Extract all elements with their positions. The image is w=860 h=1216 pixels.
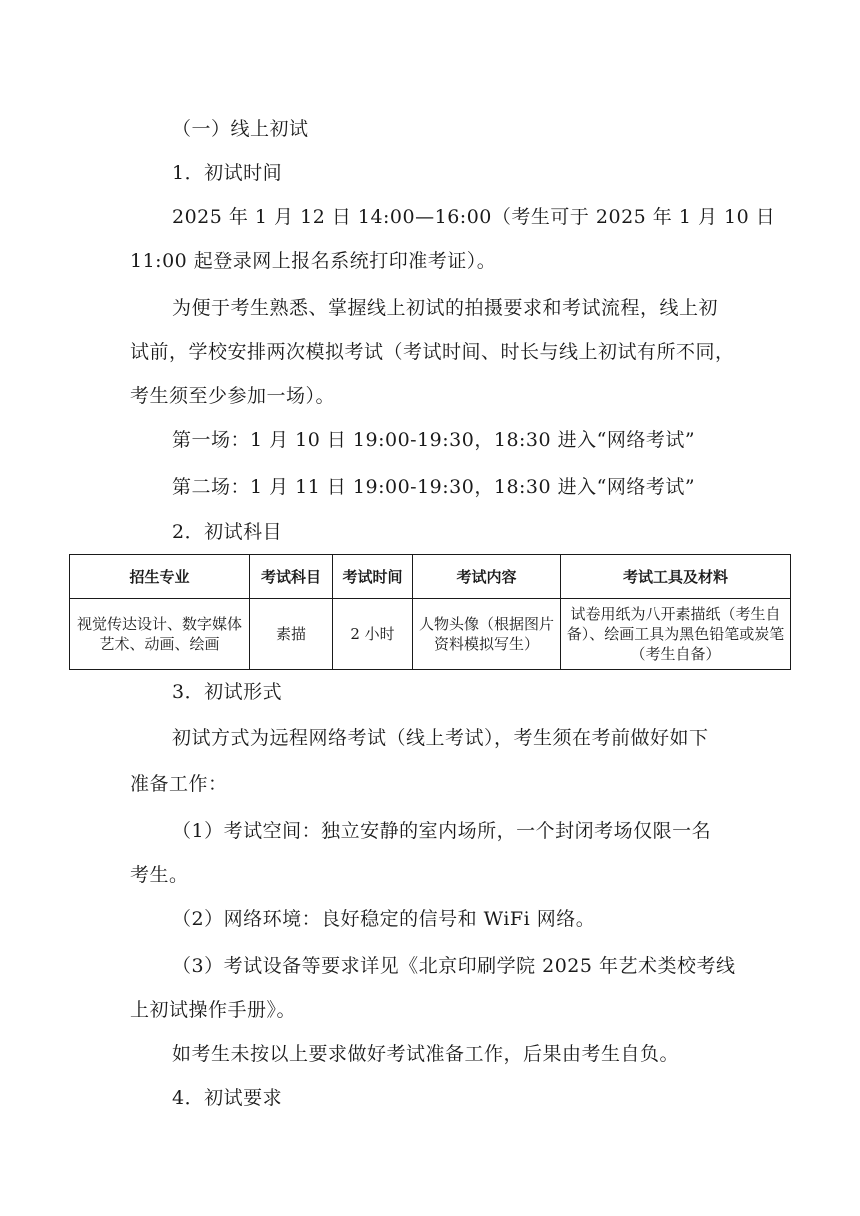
section-title: （一）线上初试: [172, 118, 309, 140]
cell-duration: 2 小时: [333, 599, 413, 670]
heading-exam-requirements: 4．初试要求: [172, 1087, 283, 1109]
column-header-duration: 考试时间: [333, 555, 413, 599]
mock-intro-line-1: 为便于考生熟悉、掌握线上初试的拍摄要求和考试流程，线上初: [172, 297, 719, 319]
mock-exam-2: 第二场：1 月 11 日 19:00-19:30，18:30 进入“网络考试”: [172, 476, 696, 498]
cell-subject: 素描: [250, 599, 333, 670]
heading-exam-time: 1．初试时间: [172, 162, 283, 184]
exam-subject-table: [69, 554, 791, 670]
requirement-device-line-1: （3）考试设备等要求详见《北京印刷学院 2025 年艺术类校考线: [172, 955, 736, 977]
requirement-network: （2）网络环境：良好稳定的信号和 WiFi 网络。: [172, 908, 596, 930]
requirement-space-line-1: （1）考试空间：独立安静的室内场所，一个封闭考场仅限一名: [172, 820, 712, 842]
table-header-row: [70, 555, 791, 599]
format-intro-line-2: 准备工作：: [130, 773, 228, 795]
cell-materials: 试卷用纸为八开素描纸（考生自备）、绘画工具为黑色铅笔或炭笔（考生自备）: [561, 599, 791, 670]
column-header-materials: 考试工具及材料: [561, 555, 791, 599]
format-intro-line-1: 初试方式为远程网络考试（线上考试），考生须在考前做好如下: [172, 727, 709, 749]
heading-exam-format: 3．初试形式: [172, 681, 283, 703]
cell-major: 视觉传达设计、数字媒体艺术、动画、绘画: [70, 599, 250, 670]
exam-time-line-1: 2025 年 1 月 12 日 14:00—16:00（考生可于 2025 年 1 月 10 日: [172, 206, 776, 228]
mock-intro-line-3: 考生须至少参加一场）。: [130, 385, 336, 407]
column-header-subject: 考试科目: [250, 555, 333, 599]
cell-content: 人物头像（根据图片资料模拟写生）: [413, 599, 561, 670]
heading-exam-subject: 2．初试科目: [172, 521, 283, 543]
column-header-major: 招生专业: [70, 555, 250, 599]
column-header-content: 考试内容: [413, 555, 561, 599]
exam-time-line-2: 11:00 起登录网上报名系统打印准考证）。: [130, 250, 497, 272]
responsibility-note: 如考生未按以上要求做好考试准备工作，后果由考生自负。: [172, 1043, 680, 1065]
mock-intro-line-2: 试前，学校安排两次模拟考试（考试时间、时长与线上初试有所不同，: [130, 341, 735, 363]
table-row: [70, 599, 791, 670]
requirement-device-line-2: 上初试操作手册》。: [130, 999, 297, 1021]
requirement-space-line-2: 考生。: [130, 864, 189, 886]
mock-exam-1: 第一场：1 月 10 日 19:00-19:30，18:30 进入“网络考试”: [172, 429, 696, 451]
